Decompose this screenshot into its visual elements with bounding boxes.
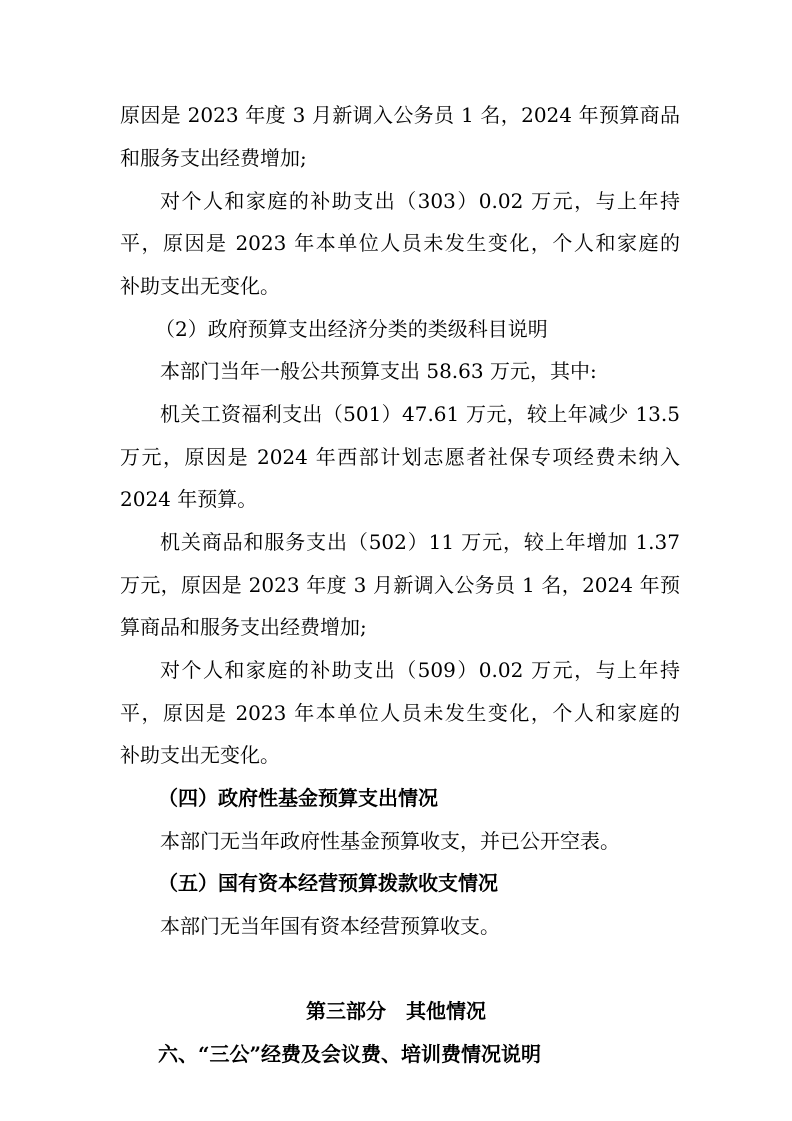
paragraph-line: 原因是 2023 年度 3 月新调入公务员 1 名，2024 年预算商品 — [120, 103, 680, 127]
paragraph-line: 对个人和家庭的补助支出（509）0.02 万元，与上年持 — [160, 658, 680, 682]
section-title: 六、“三公”经费及会议费、培训费情况说明 — [158, 1042, 542, 1066]
paragraph-line: 和服务支出经费增加; — [120, 146, 307, 170]
paragraph-line: 万元，原因是 2023 年度 3 月新调入公务员 1 名，2024 年预 — [120, 573, 680, 597]
part-title: 第三部分 其他情况 — [306, 999, 486, 1023]
paragraph-line: 补助支出无变化。 — [120, 274, 280, 298]
paragraph-line: 本部门当年一般公共预算支出 58.63 万元，其中: — [160, 359, 597, 383]
paragraph-line: 平，原因是 2023 年本单位人员未发生变化，个人和家庭的 — [120, 701, 680, 725]
paragraph-line: 机关商品和服务支出（502）11 万元，较上年增加 1.37 — [160, 530, 680, 554]
paragraph-line: 对个人和家庭的补助支出（303）0.02 万元，与上年持 — [160, 189, 680, 213]
paragraph-line: 补助支出无变化。 — [120, 743, 280, 767]
subsection-heading: （2）政府预算支出经济分类的类级科目说明 — [155, 317, 548, 341]
paragraph-line: 机关工资福利支出（501）47.61 万元，较上年减少 13.5 — [160, 402, 680, 426]
paragraph-line: 平，原因是 2023 年本单位人员未发生变化，个人和家庭的 — [120, 231, 680, 255]
paragraph-line: 本部门无当年国有资本经营预算收支。 — [160, 914, 500, 938]
subsection-heading: （四）政府性基金预算支出情况 — [158, 786, 438, 810]
paragraph-line: 本部门无当年政府性基金预算收支，并已公开空表。 — [160, 829, 620, 853]
paragraph-line: 2024 年预算。 — [120, 487, 258, 511]
subsection-heading: （五）国有资本经营预算拨款收支情况 — [158, 871, 498, 895]
paragraph-line: 万元，原因是 2024 年西部计划志愿者社保专项经费未纳入 — [120, 445, 680, 469]
paragraph-line: 算商品和服务支出经费增加; — [120, 615, 367, 639]
